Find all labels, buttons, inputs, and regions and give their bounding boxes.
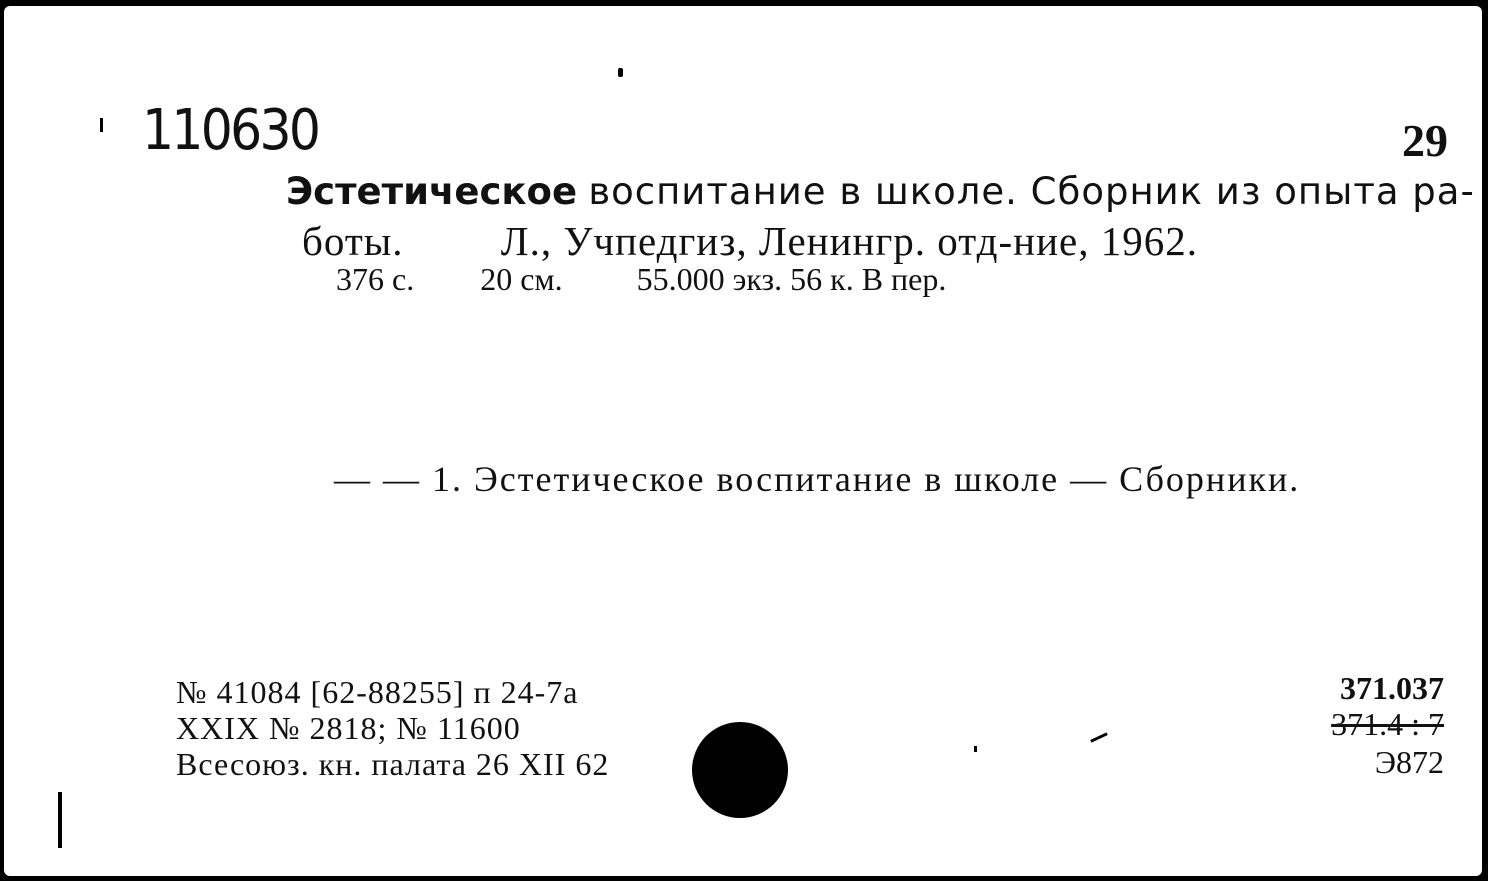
struck-class: 371.4 : 7 [1331, 706, 1444, 742]
speck [618, 68, 623, 77]
print-run-price: 55.000 экз. 56 к. В пер. [636, 261, 947, 297]
imprint: Л., Учпедгиз, Ленингр. отд-ние, 1962. [500, 218, 1198, 264]
title-line [286, 166, 1475, 214]
handwritten-accession-number: 110630 [142, 98, 319, 163]
speck [100, 118, 103, 132]
subject-heading: — — 1. Эстетическое воспитание в школе — Сборники. [334, 459, 1301, 499]
speck [1090, 732, 1108, 742]
size: 20 см. [480, 261, 563, 297]
publication-line [302, 217, 1198, 265]
author-mark: Э872 [1374, 744, 1444, 780]
title-bold-word: Эстетическое [286, 170, 578, 213]
footer-line-1: № 41084 [62-88255] п 24-7а [176, 674, 579, 710]
title-rest: воспитание в школе. Сборник из опыта ра- [588, 170, 1475, 213]
footer-line-2: XXIX № 2818; № 11600 [176, 710, 521, 746]
pages: 376 с. [336, 261, 415, 297]
physical-description [336, 261, 946, 298]
udc-class: 371.037 [1340, 670, 1444, 706]
edge-mark [58, 792, 62, 848]
catalog-card [4, 6, 1482, 876]
speck [974, 746, 977, 752]
title-end: боты. [302, 218, 404, 264]
punch-hole-blot [692, 722, 788, 818]
footer-line-3: Всесоюз. кн. палата 26 XII 62 [176, 746, 610, 782]
card-number: 29 [1402, 115, 1448, 166]
